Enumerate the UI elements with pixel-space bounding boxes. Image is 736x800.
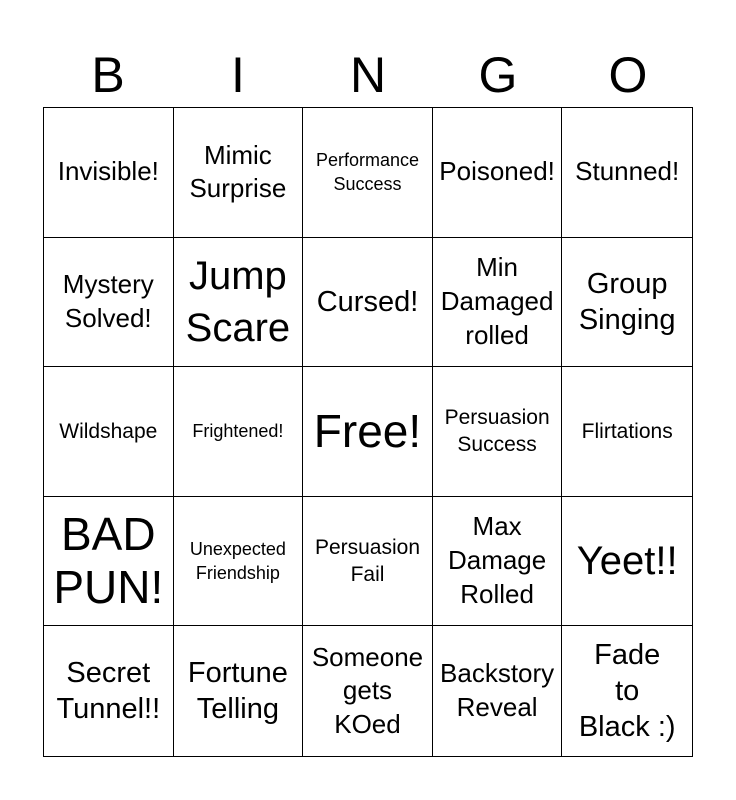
bingo-cell-persuasion-fail[interactable] <box>303 497 433 627</box>
cell-label: Yeet!! <box>576 539 678 584</box>
bingo-cell-persuasion-success[interactable] <box>433 367 563 497</box>
bingo-cell-flirtations[interactable] <box>562 367 692 497</box>
cell-label: Persuasion Success <box>444 406 550 457</box>
bingo-cell-group-singing[interactable] <box>562 238 692 368</box>
cell-label: Flirtations <box>581 419 673 443</box>
cell-label: BAD PUN! <box>53 508 164 614</box>
bingo-cell-stunned[interactable] <box>562 108 692 238</box>
bingo-cell-unexpected-friendship[interactable] <box>174 497 304 627</box>
header-letter-n: N <box>349 47 387 103</box>
cell-label: Stunned! <box>575 156 680 187</box>
header-letter-b: B <box>91 47 125 103</box>
bingo-board <box>43 107 693 757</box>
bingo-cell-bad-pun[interactable] <box>44 497 174 627</box>
cell-label: Backstory Reveal <box>440 658 555 723</box>
bingo-cell-min-damaged-rolled[interactable] <box>433 238 563 368</box>
cell-label: Persuasion Fail <box>314 535 421 587</box>
bingo-cell-cursed[interactable] <box>303 238 433 368</box>
bingo-cell-max-damage-rolled[interactable] <box>433 497 563 627</box>
cell-label: Cursed! <box>316 285 419 318</box>
bingo-cell-free-space[interactable] <box>303 367 433 497</box>
cell-label: Free! <box>313 405 422 458</box>
header-letter-g: G <box>478 47 518 103</box>
bingo-cell-invisible[interactable] <box>44 108 174 238</box>
cell-label: Someone gets KOed <box>311 641 424 740</box>
bingo-header <box>43 44 693 106</box>
cell-label: Mystery Solved! <box>62 269 154 333</box>
header-letter-o: O <box>608 47 648 103</box>
bingo-cell-yeet[interactable] <box>562 497 692 627</box>
bingo-cell-backstory-reveal[interactable] <box>433 626 563 756</box>
bingo-cell-fade-to-black[interactable] <box>562 626 692 756</box>
cell-label: Wildshape <box>59 419 158 443</box>
bingo-cell-poisoned[interactable] <box>433 108 563 238</box>
cell-label: Poisoned! <box>439 156 555 187</box>
cell-label: Jump Scare <box>185 253 291 350</box>
bingo-cell-fortune-telling[interactable] <box>174 626 304 756</box>
cell-label: Performance Success <box>315 150 420 195</box>
cell-label: Group Singing <box>578 267 676 336</box>
cell-label: Fortune Telling <box>187 656 288 726</box>
bingo-cell-wildshape[interactable] <box>44 367 174 497</box>
header-letter-i: I <box>231 47 245 103</box>
cell-label: Max Damage Rolled <box>447 511 547 609</box>
cell-label: Min Damaged rolled <box>440 252 554 350</box>
bingo-cell-secret-tunnel[interactable] <box>44 626 174 756</box>
cell-label: Fade to Black :) <box>578 638 676 744</box>
cell-label: Mimic Surprise <box>189 139 287 204</box>
cell-label: Frightened! <box>192 421 284 442</box>
cell-label: Unexpected Friendship <box>189 538 286 584</box>
bingo-cell-mimic-surprise[interactable] <box>174 108 304 238</box>
bingo-cell-performance-success[interactable] <box>303 108 433 238</box>
bingo-cell-mystery-solved[interactable] <box>44 238 174 368</box>
cell-label: Secret Tunnel!! <box>56 656 161 726</box>
bingo-cell-someone-gets-koed[interactable] <box>303 626 433 756</box>
bingo-cell-jump-scare[interactable] <box>174 238 304 368</box>
bingo-cell-frightened[interactable] <box>174 367 304 497</box>
cell-label: Invisible! <box>57 156 159 187</box>
